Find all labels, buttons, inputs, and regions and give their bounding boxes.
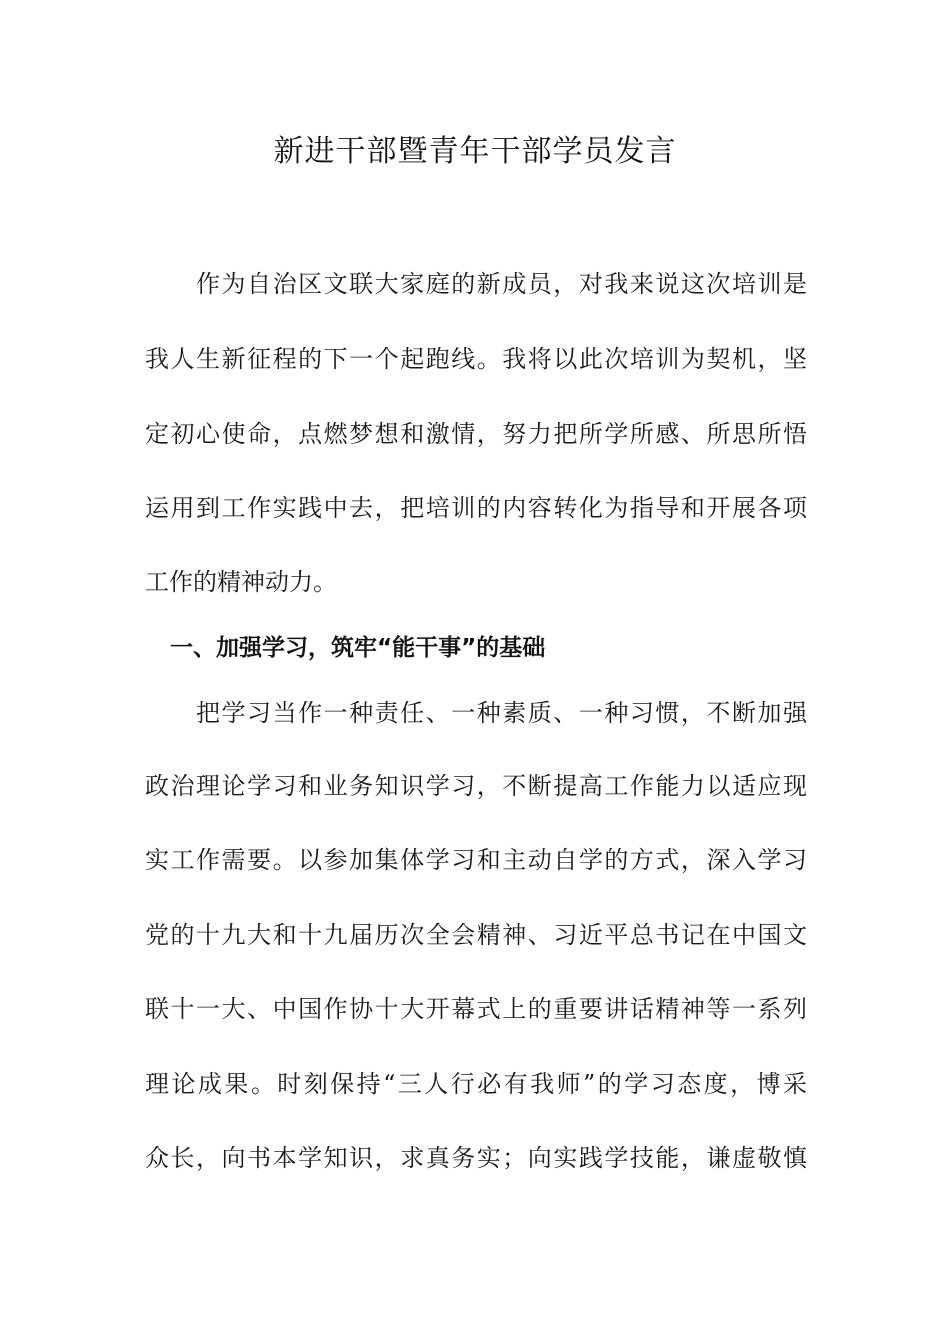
section-line: 把学习当作一种责任、一种素质、一种习惯，不断加强 [196, 699, 807, 727]
section-line: 实工作需要。以参加集体学习和主动自学的方式，深入学习 [145, 846, 807, 874]
section-line: 联十一大、中国作协十大开幕式上的重要讲话精神等一系列 [145, 995, 807, 1023]
section-line: 政治理论学习和业务知识学习，不断提高工作能力以适应现 [145, 772, 807, 800]
intro-line: 运用到工作实践中去，把培训的内容转化为指导和开展各项 [145, 494, 807, 522]
intro-line: 工作的精神动力。 [145, 568, 337, 596]
intro-line: 我人生新征程的下一个起跑线。我将以此次培训为契机，坚 [145, 345, 807, 373]
page-title: 新进干部暨青年干部学员发言 [273, 134, 677, 169]
intro-line: 定初心使命，点燃梦想和激情，努力把所学所感、所思所悟 [145, 420, 807, 448]
section-line: 党的十九大和十九届历次全会精神、习近平总书记在中国文 [145, 921, 807, 949]
section-heading: 一、加强学习，筑牢“能干事”的基础 [170, 635, 546, 661]
section-line: 理论成果。时刻保持“三人行必有我师”的学习态度，博采 [145, 1070, 807, 1098]
intro-line: 作为自治区文联大家庭的新成员，对我来说这次培训是 [196, 270, 807, 298]
section-line: 众长，向书本学知识，求真务实；向实践学技能，谦虚敬慎 [145, 1144, 807, 1172]
